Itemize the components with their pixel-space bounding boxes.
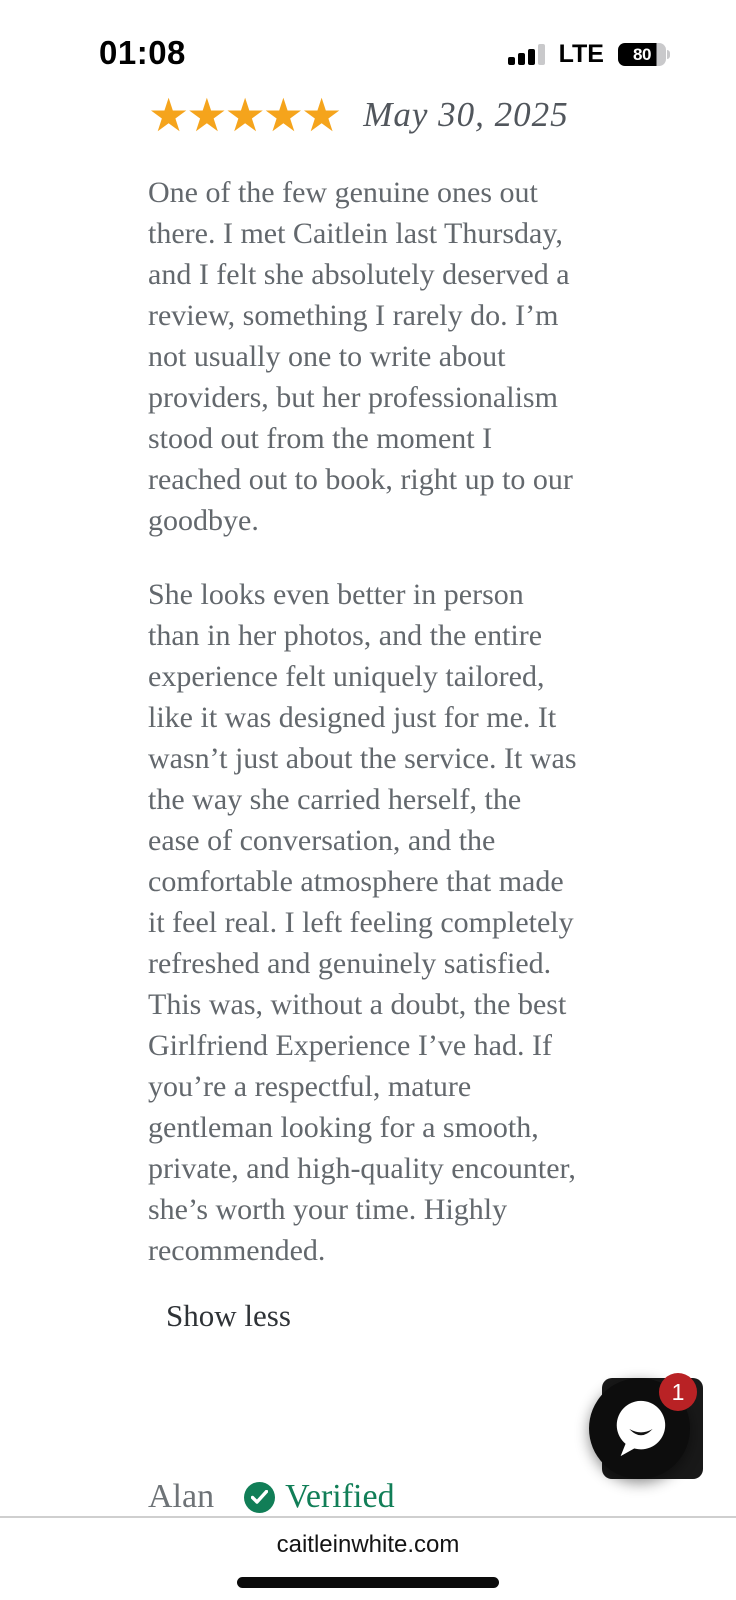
review-paragraph: She looks even better in person than in her photos, and the entire experience felt uniquely tailored, like it was designed just for me. It wasn’t just about the service. It was the way she carried herself, the ease of conversation, and the comfortable atmosphere that made it feel real. I left feeling completely refreshed and genuinely satisfied. This was, without a doubt, the best Girlfriend Experience I’ve had. If you’re a respectful, mature gentleman looking for a smooth, private, and high-quality encounter, she’s worth your time. Highly recommended.: [148, 578, 577, 1267]
status-icons: [508, 40, 670, 69]
status-time: 01:08: [99, 34, 186, 71]
show-less-button[interactable]: Show less: [166, 1298, 291, 1333]
home-indicator[interactable]: [237, 1577, 499, 1588]
address-bar[interactable]: caitleinwhite.com: [276, 1531, 460, 1558]
verified-badge: [244, 1478, 395, 1516]
review-date: May 30, 2025: [363, 95, 569, 134]
browser-bottom-bar: [0, 1516, 736, 1600]
reviewer-name: Alan: [148, 1478, 215, 1515]
chat-unread-count: 1: [671, 1378, 685, 1405]
reviewer-row: [148, 1478, 395, 1516]
chat-bubble-icon: [609, 1398, 671, 1460]
verified-label: Verified: [285, 1478, 395, 1515]
chat-unread-badge: [659, 1373, 697, 1411]
rating-row: [148, 86, 578, 144]
battery-cap: [667, 50, 670, 59]
battery-icon: [618, 43, 670, 66]
battery-percent-label: 80: [633, 44, 651, 64]
verified-check-icon: [244, 1482, 275, 1513]
review-card: [148, 86, 578, 1334]
review-paragraph: One of the few genuine ones out there. I met Caitlein last Thursday, and I felt she absolutely deserved a review, something I rarely do. I’m not usually one to write about providers, but her professionalism stood out from the moment I reached out to book, right up to our goodbye.: [148, 176, 573, 537]
review-body: [148, 172, 578, 1334]
chat-widget-button[interactable]: [602, 1378, 703, 1479]
status-bar: [0, 0, 736, 72]
network-type-label: LTE: [558, 40, 604, 68]
signal-strength-icon: [508, 44, 545, 65]
star-rating-icons: ★★★★★: [148, 88, 340, 142]
